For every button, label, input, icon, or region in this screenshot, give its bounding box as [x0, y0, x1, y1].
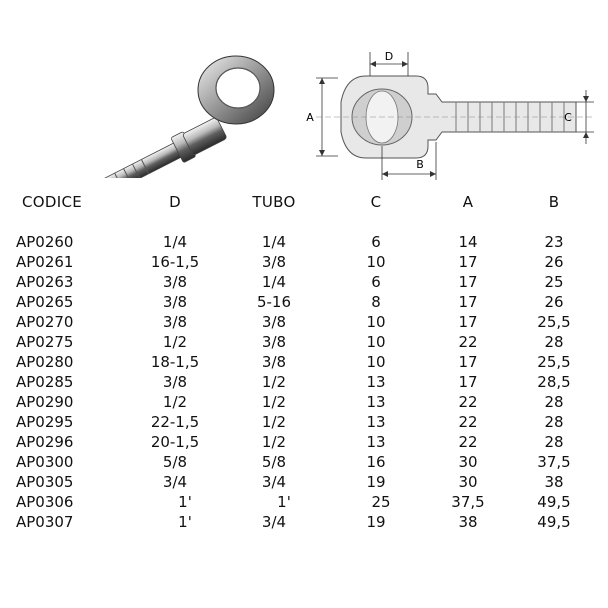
cell-c: 13 [366, 433, 386, 451]
cell-a: 17 [458, 313, 478, 331]
cell-c: 10 [366, 253, 386, 271]
cell-b: 28 [544, 413, 564, 431]
cell-tubo: 3/8 [261, 333, 287, 351]
cell-c: 13 [366, 413, 386, 431]
cell-b: 49,5 [537, 513, 571, 531]
table-row [0, 413, 608, 433]
cell-b: 25 [544, 273, 564, 291]
banjo-fitting-photo [48, 48, 288, 178]
cell-tubo: 3/8 [261, 253, 287, 271]
cell-a: 17 [458, 253, 478, 271]
cell-codice: AP0260 [16, 233, 74, 251]
cell-tubo: 1/4 [261, 233, 287, 251]
cell-a: 17 [458, 273, 478, 291]
cell-codice: AP0305 [16, 473, 74, 491]
cell-c: 10 [366, 333, 386, 351]
dimension-label-b: B [416, 158, 424, 171]
cell-codice: AP0270 [16, 313, 74, 331]
cell-a: 17 [458, 293, 478, 311]
cell-b: 28 [544, 393, 564, 411]
column-header-a: A [462, 193, 474, 211]
cell-b: 49,5 [537, 493, 571, 511]
cell-a: 17 [458, 373, 478, 391]
cell-d: 1' [178, 513, 192, 531]
table-row [0, 313, 608, 333]
cell-d: 3/8 [162, 373, 188, 391]
table-row [0, 453, 608, 473]
cell-a: 30 [458, 453, 478, 471]
cell-b: 23 [544, 233, 564, 251]
cell-codice: AP0290 [16, 393, 74, 411]
cell-b: 38 [544, 473, 564, 491]
cell-codice: AP0265 [16, 293, 74, 311]
cell-b: 37,5 [537, 453, 571, 471]
cell-a: 22 [458, 413, 478, 431]
cell-a: 17 [458, 353, 478, 371]
cell-codice: AP0263 [16, 273, 74, 291]
cell-codice: AP0285 [16, 373, 74, 391]
column-header-codice: CODICE [22, 193, 83, 211]
cell-d: 18-1,5 [150, 353, 200, 371]
table-row [0, 513, 608, 533]
table-row [0, 493, 608, 513]
cell-d: 3/4 [162, 473, 188, 491]
table-row [0, 273, 608, 293]
cell-codice: AP0261 [16, 253, 74, 271]
table-row [0, 333, 608, 353]
cell-tubo: 1/2 [261, 413, 287, 431]
cell-a: 14 [458, 233, 478, 251]
cell-b: 28,5 [537, 373, 571, 391]
table-row [0, 293, 608, 313]
cell-tubo: 3/8 [261, 353, 287, 371]
cell-d: 22-1,5 [150, 413, 200, 431]
cell-d: 16-1,5 [150, 253, 200, 271]
cell-c: 16 [366, 453, 386, 471]
cell-a: 37,5 [451, 493, 485, 511]
dimension-label-d: D [384, 50, 394, 63]
table-row [0, 353, 608, 373]
cell-codice: AP0280 [16, 353, 74, 371]
cell-codice: AP0296 [16, 433, 74, 451]
cell-d: 3/8 [162, 313, 188, 331]
cell-b: 28 [544, 433, 564, 451]
cell-tubo: 3/4 [261, 513, 287, 531]
cell-d: 20-1,5 [150, 433, 200, 451]
cell-tubo: 3/4 [261, 473, 287, 491]
cell-c: 19 [366, 513, 386, 531]
dimension-label-a: A [306, 111, 314, 124]
table-row [0, 473, 608, 493]
cell-d: 1/2 [162, 333, 188, 351]
column-header-d: D [169, 193, 181, 211]
column-header-b: B [548, 193, 560, 211]
cell-a: 22 [458, 333, 478, 351]
cell-tubo: 1' [277, 493, 291, 511]
cell-d: 1/2 [162, 393, 188, 411]
cell-a: 30 [458, 473, 478, 491]
cell-c: 19 [366, 473, 386, 491]
technical-drawing [296, 40, 596, 180]
cell-tubo: 5-16 [256, 293, 292, 311]
cell-tubo: 1/2 [261, 433, 287, 451]
cell-tubo: 1/2 [261, 393, 287, 411]
cell-d: 1' [178, 493, 192, 511]
column-header-c: C [370, 193, 382, 211]
cell-c: 13 [366, 373, 386, 391]
cell-c: 25 [371, 493, 391, 511]
cell-d: 1/4 [162, 233, 188, 251]
cell-d: 3/8 [162, 273, 188, 291]
cell-b: 28 [544, 333, 564, 351]
table-row [0, 233, 608, 253]
table-row [0, 373, 608, 393]
cell-a: 22 [458, 393, 478, 411]
table-row [0, 253, 608, 273]
table-row [0, 393, 608, 413]
cell-c: 6 [371, 233, 381, 251]
cell-codice: AP0275 [16, 333, 74, 351]
cell-codice: AP0300 [16, 453, 74, 471]
cell-c: 10 [366, 353, 386, 371]
cell-a: 38 [458, 513, 478, 531]
cell-b: 25,5 [537, 353, 571, 371]
cell-c: 10 [366, 313, 386, 331]
cell-c: 13 [366, 393, 386, 411]
cell-tubo: 1/2 [261, 373, 287, 391]
cell-b: 25,5 [537, 313, 571, 331]
cell-tubo: 5/8 [261, 453, 287, 471]
cell-c: 8 [371, 293, 381, 311]
cell-tubo: 3/8 [261, 313, 287, 331]
cell-d: 3/8 [162, 293, 188, 311]
cell-a: 22 [458, 433, 478, 451]
cell-b: 26 [544, 253, 564, 271]
cell-c: 6 [371, 273, 381, 291]
cell-codice: AP0306 [16, 493, 74, 511]
cell-codice: AP0295 [16, 413, 74, 431]
column-header-tubo: TUBO [252, 193, 296, 211]
cell-codice: AP0307 [16, 513, 74, 531]
cell-d: 5/8 [162, 453, 188, 471]
cell-tubo: 1/4 [261, 273, 287, 291]
dimension-label-c: C [564, 111, 572, 124]
cell-b: 26 [544, 293, 564, 311]
table-row [0, 433, 608, 453]
